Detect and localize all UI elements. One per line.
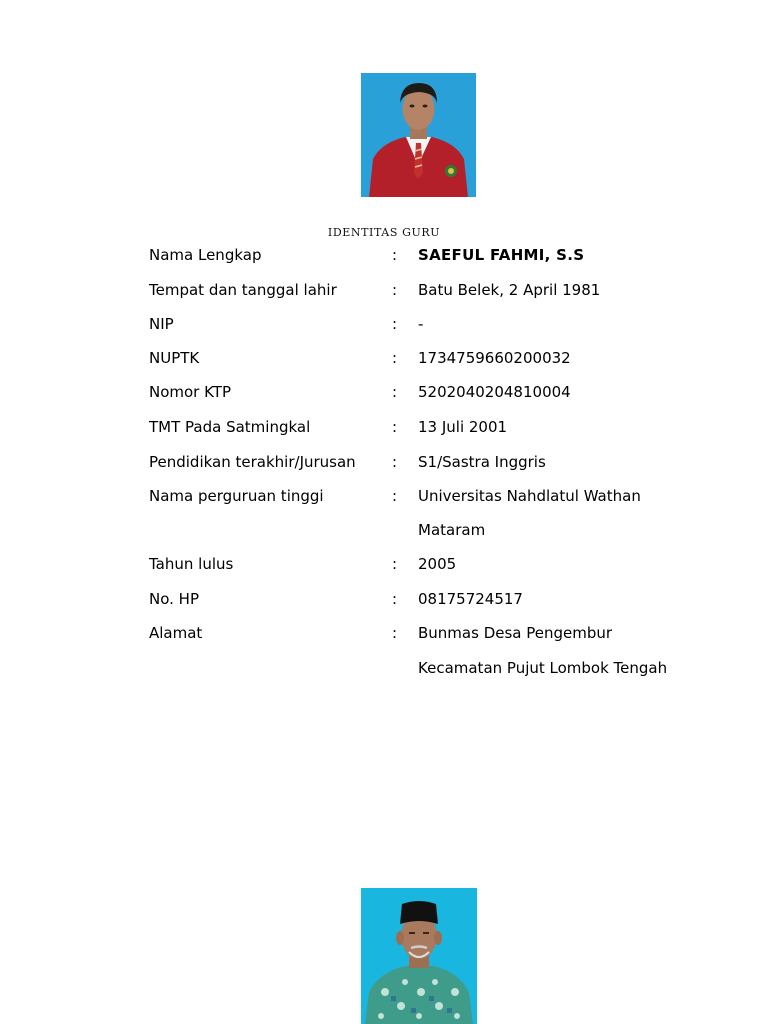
field-row-tempat-tanggal-lahir bbox=[0, 280, 768, 300]
field-value: - bbox=[418, 315, 424, 333]
field-label: TMT Pada Satmingkal bbox=[149, 418, 311, 436]
field-value: SAEFUL FAHMI, S.S bbox=[418, 246, 585, 264]
field-value: Batu Belek, 2 April 1981 bbox=[418, 281, 601, 299]
field-value: S1/Sastra Inggris bbox=[418, 453, 546, 471]
field-row-nama-lengkap bbox=[0, 245, 768, 265]
field-row-tmt bbox=[0, 417, 768, 437]
field-label: Tahun lulus bbox=[149, 555, 234, 573]
field-separator: : bbox=[392, 281, 398, 299]
field-value-continuation: Mataram bbox=[418, 521, 486, 539]
document-title: IDENTITAS GURU bbox=[327, 226, 441, 239]
field-separator: : bbox=[392, 487, 398, 505]
field-separator: : bbox=[392, 453, 398, 471]
field-row-alamat-cont bbox=[0, 658, 768, 678]
field-separator: : bbox=[392, 418, 398, 436]
field-row-pendidikan bbox=[0, 452, 768, 472]
field-row-alamat bbox=[0, 623, 768, 643]
field-separator: : bbox=[392, 555, 398, 573]
field-value-continuation: Kecamatan Pujut Lombok Tengah bbox=[418, 659, 668, 677]
field-row-perguruan-tinggi bbox=[0, 486, 768, 506]
field-row-nip bbox=[0, 314, 768, 334]
field-separator: : bbox=[392, 349, 398, 367]
field-row-nomor-ktp bbox=[0, 382, 768, 402]
field-label: Nomor KTP bbox=[149, 383, 232, 401]
field-label: NUPTK bbox=[149, 349, 200, 367]
field-value: Universitas Nahdlatul Wathan bbox=[418, 487, 641, 505]
field-row-nuptk bbox=[0, 348, 768, 368]
field-value: 1734759660200032 bbox=[418, 349, 571, 367]
field-label: Nama perguruan tinggi bbox=[149, 487, 324, 505]
field-value: 13 Juli 2001 bbox=[418, 418, 508, 436]
second-person-photo bbox=[361, 888, 477, 1024]
teacher-photo bbox=[361, 73, 476, 197]
field-separator: : bbox=[392, 383, 398, 401]
field-label: Pendidikan terakhir/Jurusan bbox=[149, 453, 356, 471]
field-row-tahun-lulus bbox=[0, 554, 768, 574]
field-row-no-hp bbox=[0, 589, 768, 609]
field-value: 5202040204810004 bbox=[418, 383, 571, 401]
field-label: No. HP bbox=[149, 590, 199, 608]
field-separator: : bbox=[392, 315, 398, 333]
field-label: Alamat bbox=[149, 624, 203, 642]
person-photo-icon bbox=[361, 73, 476, 197]
field-label: Nama Lengkap bbox=[149, 246, 262, 264]
field-separator: : bbox=[392, 624, 398, 642]
field-row-perguruan-tinggi-cont bbox=[0, 520, 768, 540]
person-photo-icon bbox=[361, 888, 477, 1024]
field-separator: : bbox=[392, 590, 398, 608]
field-value: 08175724517 bbox=[418, 590, 523, 608]
field-label: Tempat dan tanggal lahir bbox=[149, 281, 337, 299]
field-value: Bunmas Desa Pengembur bbox=[418, 624, 613, 642]
field-value: 2005 bbox=[418, 555, 457, 573]
field-label: NIP bbox=[149, 315, 174, 333]
field-separator: : bbox=[392, 246, 398, 264]
